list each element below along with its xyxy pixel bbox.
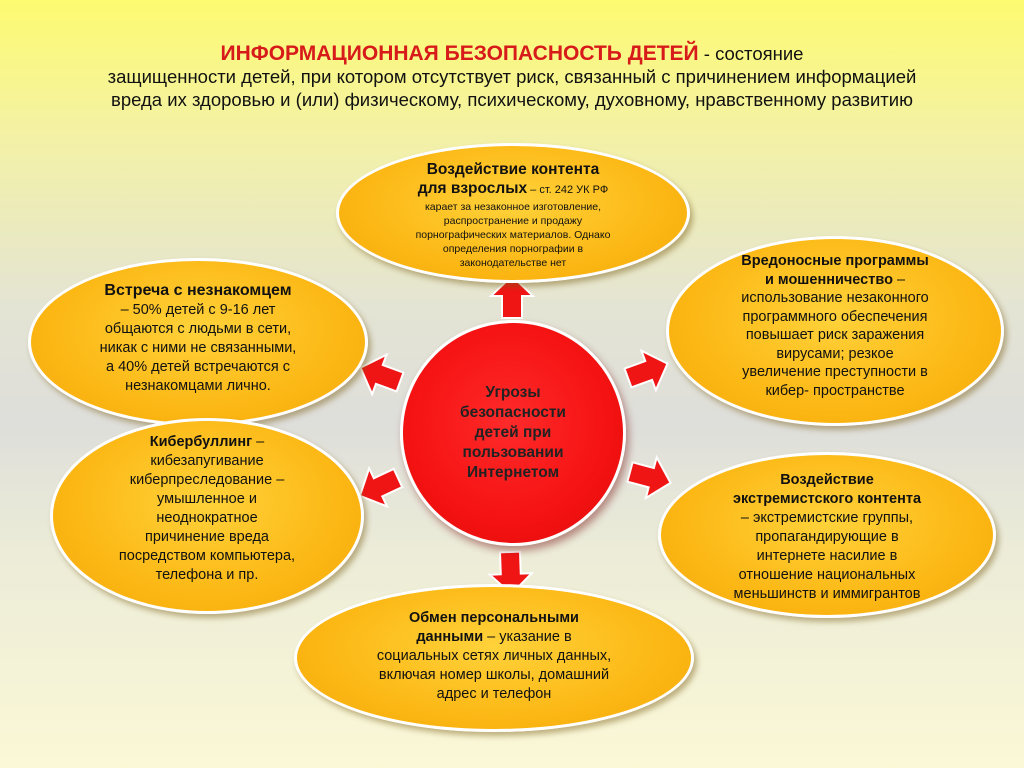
node-personal-line: адрес и телефон [436, 686, 552, 702]
node-malware-line: повышает риск заражения [745, 327, 925, 343]
node-personal-head1: Обмен персональными [409, 610, 579, 626]
arrow-lower-right [625, 452, 676, 503]
node-cyberbullying-line: кибезапугивание [150, 453, 264, 469]
node-malware-line: использование незаконного [741, 290, 929, 306]
node-cyberbullying-line: неоднократное [156, 510, 258, 526]
node-cyberbullying-lead: – [252, 434, 265, 450]
node-stranger-line: общаются с людьми в сети, [104, 321, 292, 337]
definition-line-3: вреда их здоровью и (или) физическому, психическому, духовному, нравственному развитию [111, 89, 913, 110]
node-personal-line: социальных сетях личных данных, [376, 648, 612, 664]
header [0, 42, 1024, 111]
node-malware-line: вирусами; резкое [776, 345, 894, 362]
node-malware-line: увеличение преступности в [742, 364, 928, 380]
node-extremism-line: пропагандирующие в [755, 529, 899, 545]
page-title: ИНФОРМАЦИОННАЯ БЕЗОПАСНОСТЬ ДЕТЕЙ [220, 42, 699, 65]
node-stranger-head1: Встреча с незнакомцем [104, 282, 292, 299]
center-node-threats [400, 320, 626, 546]
node-extremism-head1: Воздействие [780, 472, 874, 488]
center-line: детей при [474, 424, 552, 441]
node-cyberbullying-line: умышленное и [157, 491, 257, 507]
node-extremism [658, 452, 996, 618]
node-extremism-line: – экстремистские группы, [740, 510, 914, 526]
node-adult-line: законодательстве нет [459, 257, 567, 269]
node-cyberbullying-line: киберпреследование – [129, 472, 285, 488]
center-line: безопасности [460, 404, 566, 421]
node-cyberbullying-line: причинение вреда [145, 529, 269, 545]
node-stranger [28, 258, 368, 426]
node-malware-line: кибер- пространстве [765, 382, 905, 399]
center-line: Угрозы [485, 384, 541, 401]
node-cyberbullying-line: посредством компьютера, [118, 548, 296, 564]
node-stranger-line: а 40% детей встречаются с [106, 359, 290, 375]
node-adult-line: карает за незаконное изготовление, [424, 201, 602, 213]
node-stranger-line: никак с ними не связанными, [99, 340, 297, 356]
node-adult-content [336, 143, 690, 283]
node-extremism-line: отношение национальных [738, 567, 916, 583]
node-cyberbullying-head1: Кибербуллинг [149, 434, 253, 450]
title-suffix: - состояние [698, 43, 804, 64]
node-stranger-line: – 50% детей с 9-16 лет [120, 302, 276, 318]
node-personal-data [294, 584, 694, 732]
center-line: пользовании [462, 444, 564, 461]
node-malware-head2: и мошенничество [764, 271, 893, 288]
definition-line-2: защищенности детей, при котором отсутствует риск, связанный с причинением информацией [107, 66, 917, 87]
node-cyberbullying [50, 418, 364, 614]
node-extremism-head2: экстремистского контента [732, 491, 922, 507]
node-stranger-line: незнакомцами лично. [125, 378, 271, 394]
node-adult-line: распространение и продажу [443, 215, 583, 227]
node-adult-line: определения порнографии в [442, 243, 584, 255]
node-malware-line: программного обеспечения [742, 308, 928, 325]
node-adult-line: порнографических материалов. Однако [415, 229, 611, 241]
node-extremism-line: меньшинств и иммигрантов [733, 586, 921, 602]
node-adult-head2: для взрослых [417, 180, 528, 197]
arrow-upper-right [621, 344, 675, 398]
node-malware-lead: – [892, 271, 906, 288]
node-personal-lead: – указание в [483, 629, 572, 645]
node-extremism-line: интернете насилие в [756, 548, 898, 564]
node-personal-line: включая номер школы, домашний [378, 667, 610, 683]
node-adult-lead: – ст. 242 УК РФ [527, 184, 609, 196]
node-cyberbullying-line: телефона и пр. [155, 567, 259, 583]
node-malware-head1: Вредоносные программы [741, 253, 929, 269]
node-malware [666, 236, 1004, 426]
node-personal-head2: данными [416, 629, 484, 645]
center-line: Интернетом [466, 464, 560, 481]
node-adult-head1: Воздействие контента [426, 161, 600, 178]
